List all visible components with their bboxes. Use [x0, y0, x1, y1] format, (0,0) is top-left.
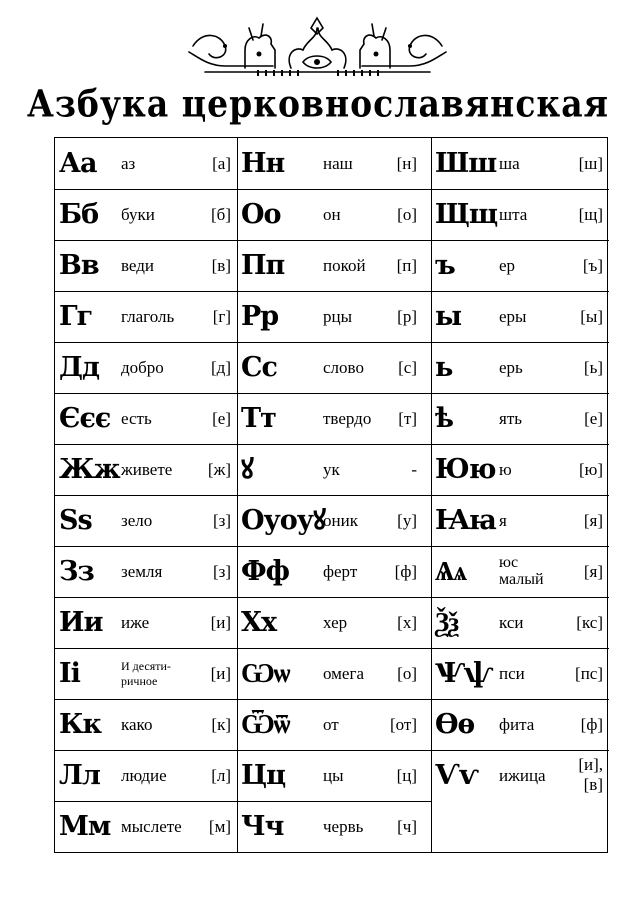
letter-cell: [237, 546, 431, 597]
letter-glyph: Ѯѯ: [435, 607, 459, 638]
letter-glyph: Дд: [59, 352, 100, 383]
letter-cell: [55, 393, 237, 444]
letter-name: ер: [499, 256, 516, 275]
letter-sound: [я]: [583, 511, 603, 530]
letter-glyph: Лл: [59, 760, 100, 791]
letter-glyph: Єєє: [59, 403, 111, 434]
letter-cell: [237, 342, 431, 393]
letter-name: цы: [323, 766, 344, 785]
letter-cell: [237, 444, 431, 495]
letter-glyph: ъ: [435, 250, 455, 281]
letter-glyph: Мм: [59, 811, 111, 842]
letter-cell: [431, 699, 609, 750]
letter-glyph: Рр: [241, 301, 279, 332]
letter-sound: [о]: [397, 664, 417, 683]
letter-glyph: Тт: [241, 403, 276, 434]
letter-sound: [ы]: [580, 307, 603, 326]
letter-glyph: Зз: [59, 556, 94, 587]
letter-glyph: Юю: [435, 454, 496, 485]
letter-cell: [237, 699, 431, 750]
letter-sound: [о]: [397, 205, 417, 224]
letter-sound: [в]: [211, 256, 231, 275]
letter-sound: [ф]: [580, 715, 603, 734]
letter-cell: [431, 444, 609, 495]
letter-cell: [237, 138, 431, 189]
letter-glyph: Кк: [59, 709, 102, 740]
letter-sound: [д]: [211, 358, 231, 377]
letter-name: твердо: [323, 409, 372, 428]
letter-name: мыслете: [121, 817, 182, 836]
letter-glyph: ꙋ: [241, 454, 253, 485]
letter-glyph: Ѱѱ: [435, 658, 493, 689]
letter-cell: [431, 240, 609, 291]
letter-cell: [431, 648, 609, 699]
letter-glyph: Аа: [59, 148, 97, 179]
letter-name: пси: [499, 664, 525, 683]
letter-name: я: [499, 511, 507, 530]
letter-cell: [237, 648, 431, 699]
alphabet-table: [54, 137, 608, 853]
letter-sound: [г]: [212, 307, 231, 326]
page-title: Азбука церковнославянская: [26, 81, 610, 126]
letter-glyph: Нн: [241, 148, 285, 179]
letter-name: юс малый: [499, 554, 544, 588]
letter-cell: [55, 597, 237, 648]
letter-name: ю: [499, 460, 512, 479]
letter-glyph: Хх: [241, 607, 277, 638]
letter-sound: [х]: [397, 613, 417, 632]
letter-glyph: Ꙗꙗ: [435, 505, 496, 536]
letter-sound: [ж]: [207, 460, 231, 479]
letter-sound: [ц]: [396, 766, 417, 785]
letter-name: шта: [499, 205, 528, 224]
letter-cell: [431, 597, 609, 648]
letter-glyph: Фф: [241, 556, 289, 587]
letter-sound: [ъ]: [582, 256, 603, 275]
letter-sound: [щ]: [578, 205, 603, 224]
letter-cell: [431, 138, 609, 189]
letter-cell: [237, 801, 431, 852]
letter-cell: [55, 189, 237, 240]
letter-cell: [55, 240, 237, 291]
letter-sound: [б]: [211, 205, 231, 224]
letter-sound: [от]: [389, 715, 417, 734]
letter-name: буки: [121, 205, 155, 224]
letter-cell: [55, 342, 237, 393]
letter-name: глаголь: [121, 307, 175, 326]
letter-cell: [55, 495, 237, 546]
letter-name: людие: [121, 766, 167, 785]
letter-name: иже: [121, 613, 150, 632]
letter-cell: [431, 291, 609, 342]
letter-sound: [н]: [396, 154, 417, 173]
letter-name: слово: [323, 358, 364, 377]
letter-cell: [55, 138, 237, 189]
letter-glyph: Вв: [59, 250, 99, 281]
letter-cell: [431, 393, 609, 444]
letter-glyph: Цц: [241, 760, 286, 791]
letter-cell: [237, 189, 431, 240]
letter-name: ижица: [499, 766, 546, 785]
letter-glyph: Ѧѧ: [435, 556, 466, 587]
letter-sound: [з]: [212, 511, 231, 530]
letter-name: зело: [121, 511, 153, 530]
letter-cell: [55, 648, 237, 699]
letter-cell: [55, 546, 237, 597]
letter-glyph: Жж: [59, 454, 120, 485]
letter-sound: [и], [в]: [578, 755, 603, 794]
letter-glyph: Ии: [59, 607, 103, 638]
letter-cell: [55, 801, 237, 852]
letter-sound: [м]: [208, 817, 231, 836]
letter-name: аз: [121, 154, 136, 173]
letter-name: добро: [121, 358, 164, 377]
letter-glyph: ы: [435, 301, 462, 332]
letter-name: ерь: [499, 358, 523, 377]
letter-name: ферт: [323, 562, 358, 581]
letter-glyph: Чч: [241, 811, 284, 842]
letter-name: покой: [323, 256, 366, 275]
letter-name: червь: [323, 817, 364, 836]
letter-sound: [р]: [397, 307, 417, 326]
letter-name: рцы: [323, 307, 353, 326]
letter-glyph: Ѵѵ: [435, 760, 478, 791]
letter-cell: [55, 750, 237, 801]
letter-sound: [п]: [396, 256, 417, 275]
letter-name: от: [323, 715, 339, 734]
letter-cell: [237, 495, 431, 546]
letter-sound: [у]: [397, 511, 417, 530]
letter-name: ша: [499, 154, 520, 173]
letter-sound: [л]: [211, 766, 231, 785]
letter-name: хер: [323, 613, 348, 632]
letter-glyph: Бб: [59, 199, 99, 230]
letter-cell: [55, 444, 237, 495]
letter-glyph: Ѕѕ: [59, 505, 92, 536]
letter-cell: [237, 750, 431, 801]
letter-cell: [237, 291, 431, 342]
letter-name: живете: [121, 460, 173, 479]
letter-cell: [237, 240, 431, 291]
letter-sound: [а]: [212, 154, 231, 173]
letter-sound: [и]: [210, 664, 231, 683]
letter-cell: [431, 495, 609, 546]
letter-glyph: Іі: [59, 658, 80, 689]
letter-glyph: Ѳѳ: [435, 709, 475, 740]
letter-name: веди: [121, 256, 154, 275]
letter-cell: [431, 342, 609, 393]
letter-sound: [ч]: [397, 817, 417, 836]
letter-glyph: ь: [435, 352, 453, 383]
letter-sound: [з]: [212, 562, 231, 581]
letter-name: оник: [323, 511, 358, 530]
letter-sound: [ю]: [578, 460, 603, 479]
letter-sound: [ш]: [578, 154, 603, 173]
letter-cell: [431, 750, 609, 801]
letter-name: наш: [323, 154, 353, 173]
letter-cell: [237, 597, 431, 648]
letter-sound: -: [411, 460, 417, 479]
letter-glyph: Ѿѿ: [241, 709, 290, 740]
letter-sound: [и]: [210, 613, 231, 632]
letter-cell: [55, 699, 237, 750]
letter-sound: [ф]: [394, 562, 417, 581]
letter-name: земля: [121, 562, 163, 581]
letter-name: фита: [499, 715, 535, 734]
letter-name: ять: [499, 409, 523, 428]
letter-name: он: [323, 205, 341, 224]
letter-sound: [ь]: [583, 358, 603, 377]
letter-sound: [е]: [584, 409, 603, 428]
letter-cell: [237, 393, 431, 444]
letter-glyph: Оо: [241, 199, 281, 230]
letter-sound: [к]: [211, 715, 231, 734]
letter-name: како: [121, 715, 153, 734]
letter-glyph: ѣ: [435, 403, 453, 434]
letter-name: еры: [499, 307, 527, 326]
letter-glyph: Гг: [59, 301, 93, 332]
letter-glyph: Оуоуꙋ: [241, 505, 325, 536]
letter-sound: [кс]: [576, 613, 603, 632]
letter-name: омега: [323, 664, 364, 683]
letter-glyph: Ѡѡ: [241, 658, 290, 689]
letter-sound: [пс]: [575, 664, 603, 683]
letter-sound: [т]: [398, 409, 417, 428]
letter-name: есть: [121, 409, 152, 428]
letter-name: ук: [323, 460, 340, 479]
letter-cell: [55, 291, 237, 342]
letter-name: И десяти- ричное: [121, 659, 171, 688]
letter-glyph: Пп: [241, 250, 285, 281]
letter-cell: [431, 189, 609, 240]
letter-sound: [я]: [583, 562, 603, 581]
letter-name: кси: [499, 613, 524, 632]
letter-glyph: Сс: [241, 352, 277, 383]
letter-sound: [е]: [212, 409, 231, 428]
ornament-header: [185, 10, 450, 80]
letter-cell: [431, 546, 609, 597]
letter-glyph: Шш: [435, 148, 497, 179]
letter-glyph: Щщ: [435, 199, 498, 230]
letter-sound: [с]: [398, 358, 417, 377]
